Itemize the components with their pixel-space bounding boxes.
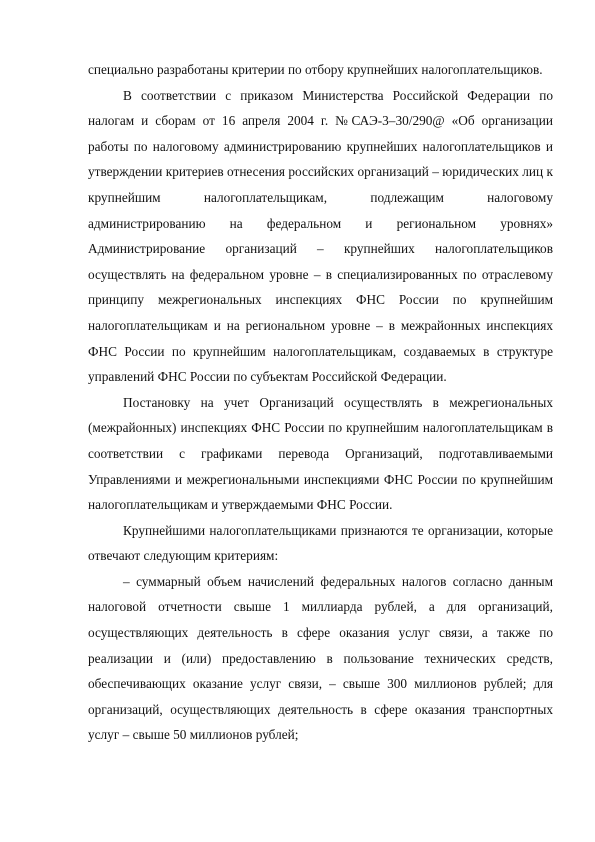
paragraph-criteria-intro: Крупнейшими налогоплательщиками признаются те организации, которые отвечают следующим критериям: [88, 522, 553, 564]
paragraph-registration: Постановку на учет Организаций осуществлять в межрегиональных (межрайонных) инспекциях ФНС России по крупнейшим налогоплательщикам в соответствии с графиками перевода Организаций, подготавливаемыми Управлениями и межрегиональными инспекциями ФНС России по крупнейшим налогоплательщикам и утверждаемыми ФНС России. [88, 394, 553, 513]
paragraph-continuation: специально разработаны критерии по отбору крупнейших налогоплательщиков. [88, 62, 543, 77]
paragraph-criterion-item: – суммарный объем начислений федеральных налогов согласно данным налоговой отчетности свыше 1 миллиарда рублей, а для организаций, осуществляющих деятельность в сфере оказания услуг связи, а также по реализации и (или) предоставлению в пользование технических средств, обеспечивающих оказание услуг связи, – свыше 300 миллионов рублей; для организаций, осуществляющих деятельность в сфере оказания транспортных услуг – свыше 50 миллионов рублей; [88, 573, 553, 743]
document-page [88, 57, 553, 748]
paragraph-order-reference: В соответствии с приказом Министерства Российской Федерации по налогам и сборам от 16 апреля 2004 г. №САЭ-3–30/290@ «Об организации работы по налоговому администрированию крупнейших налогоплательщиков и утверждении критериев отнесения российских организаций – юридических лиц к крупнейшим налогоплательщикам, подлежащим налоговому администрированию на федеральном и региональном уровнях» Администрирование организаций – крупнейших налогоплательщиков осуществлять на федеральном уровне – в специализированных по отраслевому принципу межрегиональных инспекциях ФНС России по крупнейшим налогоплательщикам и на региональном уровне – в межрайонных инспекциях ФНС России по крупнейшим налогоплательщикам, создаваемых в структуре управлений ФНС России по субъектам Российской Федерации. [88, 87, 553, 385]
